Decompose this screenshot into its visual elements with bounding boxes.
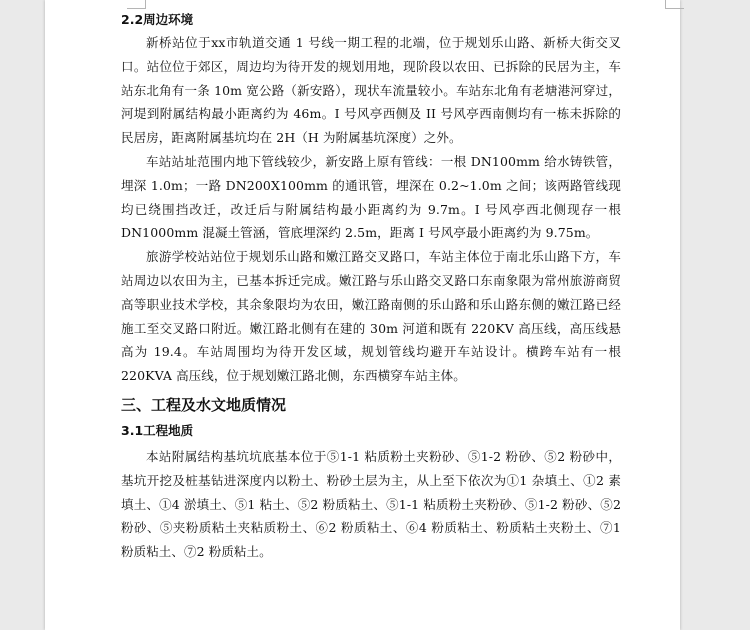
- section-heading-2-2: 2.2周边环境: [121, 12, 194, 27]
- page-corner-mark-right: [665, 0, 684, 9]
- paragraph: 旅游学校站站位于规划乐山路和嫩江路交叉路口，车站主体位于南北乐山路下方，车站周边以农田为主，已基本拆迁完成。嫩江路与乐山路交叉路口东南象限为常州旅游商贸高等职业技术学校，其余象限均为农田，嫩江路南侧的乐山路和乐山路东侧的嫩江路已经施工至交叉路口附近。嫩江路北侧有在建的 30m 河道和既有 220KV 高压线，高压线悬高为 19.4。车站周围均为待开发区域，规划管线均避开车站设计。横跨车站有一根 220KVA 高压线，位于规划嫩江路北侧，东西横穿车站主体。: [121, 249, 621, 384]
- page-corner-mark-left: [127, 0, 146, 9]
- paragraph: 本站附属结构基坑坑底基本位于⑤1-1 粘质粉土夹粉砂、⑤1-2 粉砂、⑤2 粉砂中，基坑开挖及桩基钻进深度内以粉土、粉砂土层为主，从上至下依次为①1 杂填土、①2 素填土、①4 淤填土、⑤1 粘土、⑤2 粉质粘土、⑤1-1 粘质粉土夹粉砂、⑤1-2 粉砂、⑤2 粉砂、⑤夹粉质粘土夹粘质粉土、⑥2 粉质粘土、⑥4 粉质粘土、粉质粘土夹粉土、⑦1 粉质粘土、⑦2 粉质粘土。: [121, 448, 621, 560]
- document-page: [45, 0, 680, 630]
- paragraph: 新桥站位于xx市轨道交通 1 号线一期工程的北端，位于规划乐山路、新桥大街交叉口。站位位于郊区，周边均为待开发的规划用地，现阶段以农田、已拆除的民居为主，车站东北角有一条 10m 宽公路（新安路），现状车流量较小。车站东北角有老塘港河穿过，河堤到附属结构最小距离约为 46m。I 号风亭西侧及 II 号风亭西南侧均有一栋未拆除的民居房，距离附属基坑均在 2H（H 为附属基坑深度）之外。: [121, 35, 621, 146]
- paragraph: 车站站址范围内地下管线较少，新安路上原有管线：一根 DN100mm 给水铸铁管，埋深 1.0m；一路 DN200X100mm 的通讯管，埋深在 0.2~1.0m 之间；该两路管线现均已绕围挡改迁，改迁后与附属结构最小距离约为 9.7m。I 号风亭西北侧现存一根 DN1000mm 混凝土管涵，管底埋深约 2.5m，距离 I 号风亭最小距离约为 9.75m。: [121, 153, 621, 241]
- chapter-heading-3: 三、工程及水文地质情况: [121, 395, 287, 414]
- section-heading-3-1: 3.1工程地质: [121, 422, 194, 438]
- page-content: [121, 9, 621, 564]
